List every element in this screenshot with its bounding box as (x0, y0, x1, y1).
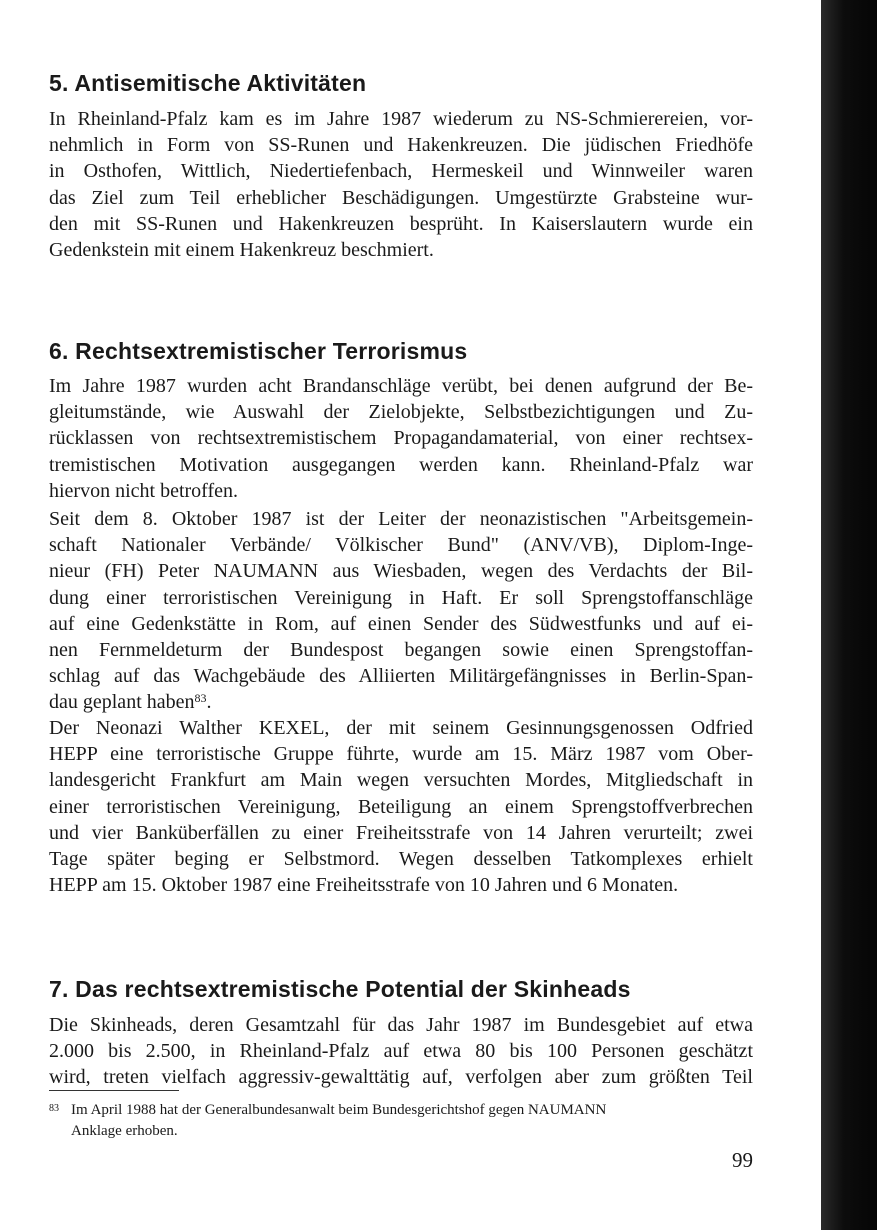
text-line: Tage später beging er Selbstmord. Wegen desselben Tatkomplexes erhielt (49, 848, 753, 871)
text-line: dau geplant haben (49, 691, 195, 714)
footnote-divider (49, 1090, 179, 1091)
section-5-heading: 5. Antisemitische Aktivitäten (49, 70, 367, 96)
text-line: schlag auf das Wachgebäude des Alliierten Militärgefängnisses in Berlin-Span- (49, 665, 753, 688)
text-line: tremistischen Motivation ausgegangen werden kann. Rheinland-Pfalz war (49, 453, 753, 476)
text-line: nieur (FH) Peter NAUMANN aus Wiesbaden, wegen des Verdachts der Bil- (49, 560, 753, 583)
text-line: Die Skinheads, deren Gesamtzahl für das Jahr 1987 im Bundesgebiet auf etwa (49, 1014, 753, 1036)
text-line: dung einer terroristischen Vereinigung in Haft. Er soll Sprengstoffanschläge (49, 586, 753, 609)
text-line: HEPP eine terroristische Gruppe führte, wurde am 15. März 1987 vom Ober- (49, 743, 753, 766)
text-line: gleitumstände, wie Auswahl der Zielobjekte, Selbstbezichtigungen und Zu- (49, 401, 753, 424)
text-line: auf eine Gedenkstätte in Rom, auf einen Sender des Südwestfunks und auf ei- (49, 612, 753, 635)
text-line: schaft Nationaler Verbände/ Völkischer Bund" (ANV/VB), Diplom-Inge- (49, 534, 753, 557)
text-line: rücklassen von rechtsextremistischem Propagandamaterial, von einer rechtsex- (49, 427, 753, 450)
text-line: und vier Banküberfällen zu einer Freiheitsstrafe von 14 Jahren verurteilt; zwei (49, 821, 753, 844)
text-line: In Rheinland-Pfalz kam es im Jahre 1987 wiederum zu NS-Schmierereien, vor- (49, 108, 753, 130)
page-edge-shadow (821, 0, 877, 1230)
footnote-reference[interactable]: 83 (194, 691, 207, 706)
footnote (49, 1100, 753, 1142)
text-line: Gedenkstein mit einem Hakenkreuz beschmiert. (49, 239, 434, 262)
text-line: HEPP am 15. Oktober 1987 eine Freiheitsstrafe von 10 Jahren und 6 Monaten. (49, 874, 679, 897)
text-line: wird, treten vielfach aggressiv-gewalttätig auf, verfolgen aber zum größten Teil (49, 1066, 753, 1089)
footnote-text-line: Im April 1988 hat der Generalbundesanwalt beim Bundesgerichtshof gegen NAUMANN (71, 1102, 607, 1118)
text-line-with-footnote-ref (49, 689, 753, 715)
section-6-paragraph-3 (49, 715, 753, 898)
section-5-paragraph-1 (49, 106, 753, 263)
sentence-period: . (206, 691, 212, 714)
section-6-paragraph-2 (49, 506, 753, 716)
text-line: den mit SS-Runen und Hakenkreuzen besprüht. In Kaiserslautern wurde ein (49, 212, 753, 235)
text-line: landesgericht Frankfurt am Main wegen versuchten Mordes, Mitgliedschaft in (49, 769, 753, 792)
text-line: Im Jahre 1987 wurden acht Brandanschläge verübt, bei denen aufgrund der Be- (49, 375, 753, 397)
section-7-paragraph-1 (49, 1012, 753, 1091)
section-7-heading: 7. Das rechtsextremistische Potential der Skinheads (49, 976, 631, 1002)
text-line: in Osthofen, Wittlich, Niedertiefenbach, Hermeskeil und Winnweiler waren (49, 160, 753, 183)
page-number: 99 (732, 1148, 753, 1172)
text-line: 2.000 bis 2.500, in Rheinland-Pfalz auf etwa 80 bis 100 Personen geschätzt (49, 1040, 753, 1063)
section-6-paragraph-1 (49, 373, 753, 504)
text-line: nehmlich in Form von SS-Runen und Hakenkreuzen. Die jüdischen Friedhöfe (49, 134, 753, 157)
text-line: Seit dem 8. Oktober 1987 ist der Leiter der neonazistischen "Arbeitsgemein- (49, 508, 753, 530)
footnote-marker: 83 (49, 1103, 59, 1114)
text-line: das Ziel zum Teil erheblicher Beschädigungen. Umgestürzte Grabsteine wur- (49, 186, 753, 209)
text-line: Der Neonazi Walther KEXEL, der mit seinem Gesinnungsgenossen Odfried (49, 717, 753, 739)
footnote-text-line: Anklage erhoben. (71, 1123, 178, 1139)
text-line: nen Fernmeldeturm der Bundespost begangen sowie einen Sprengstoffan- (49, 639, 753, 662)
text-line: hiervon nicht betroffen. (49, 479, 239, 502)
text-line: einer terroristischen Vereinigung, Beteiligung an einem Sprengstoffverbrechen (49, 795, 753, 818)
section-6-heading: 6. Rechtsextremistischer Terrorismus (49, 338, 468, 364)
